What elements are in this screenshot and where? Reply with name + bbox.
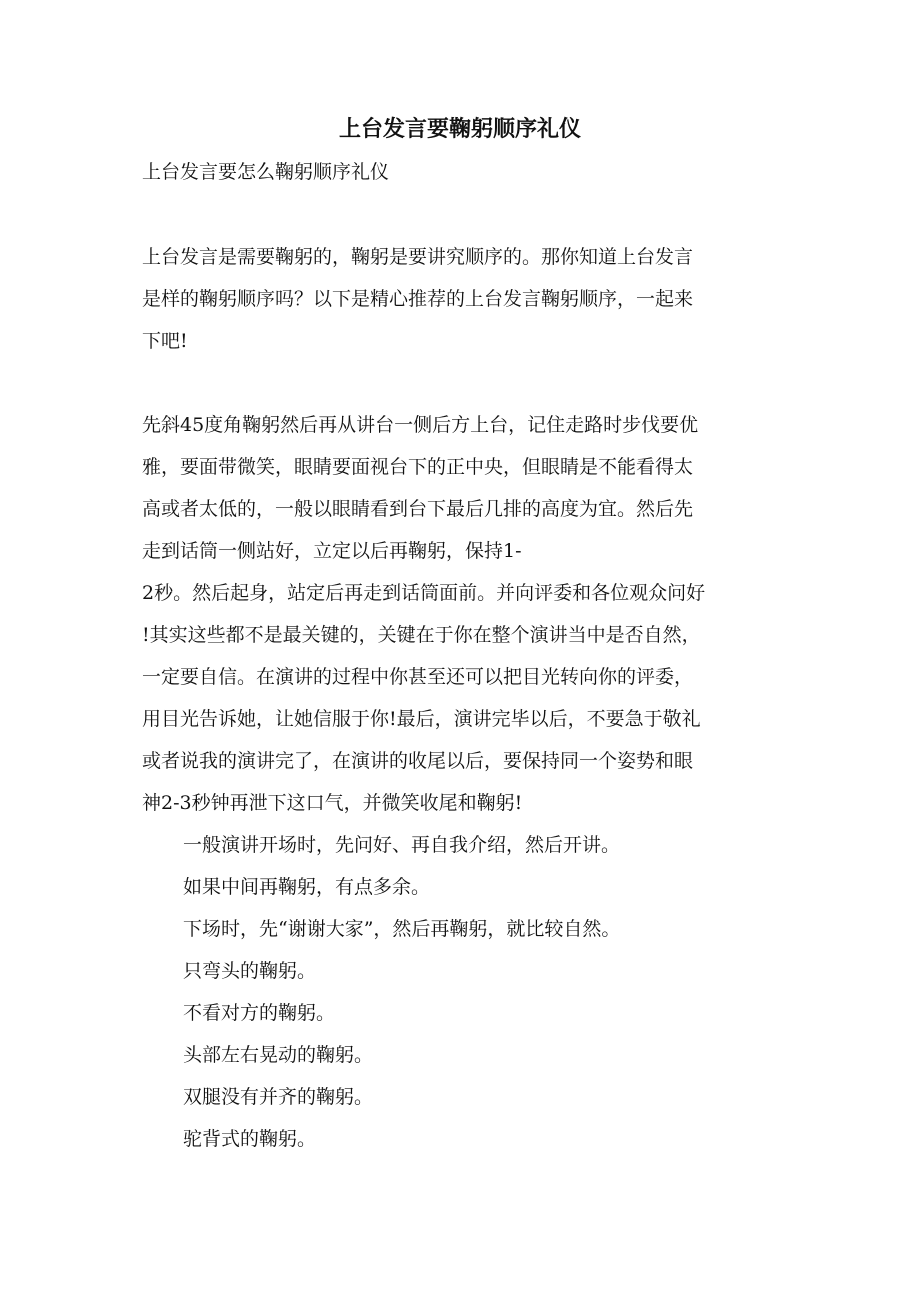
intro-line-2: 是样的鞠躬顺序吗？以下是精心推荐的上台发言鞠躬顺序，一起来: [142, 288, 694, 310]
tip-line-4: 只弯头的鞠躬。: [183, 960, 317, 982]
tip-line-2: 如果中间再鞠躬，有点多余。: [183, 876, 431, 898]
body-line-10: 神2-3秒钟再泄下这口气，并微笑收尾和鞠躬!: [142, 792, 523, 814]
tip-line-1: 一般演讲开场时，先问好、再自我介绍，然后开讲。: [183, 834, 621, 856]
body-line-2: 雅，要面带微笑，眼睛要面视台下的正中央，但眼睛是不能看得太: [142, 456, 694, 478]
document-title: 上台发言要鞠躬顺序礼仪: [338, 116, 581, 142]
body-line-1: 先斜45度角鞠躬然后再从讲台一侧后方上台，记住走路时步伐要优: [142, 414, 699, 436]
body-line-6: !其实这些都不是最关键的，关键在于你在整个演讲当中是否自然，: [142, 624, 701, 646]
body-line-3: 高或者太低的，一般以眼睛看到台下最后几排的高度为宜。然后先: [142, 498, 694, 520]
tip-line-5: 不看对方的鞠躬。: [183, 1002, 336, 1024]
body-line-5: 2秒。然后起身，站定后再走到话筒面前。并向评委和各位观众问好: [142, 582, 706, 604]
intro-line-3: 下吧!: [142, 330, 188, 352]
tip-line-7: 双腿没有并齐的鞠躬。: [183, 1086, 374, 1108]
body-line-7: 一定要自信。在演讲的过程中你甚至还可以把目光转向你的评委，: [142, 666, 694, 688]
body-line-8: 用目光告诉她，让她信服于你!最后，演讲完毕以后，不要急于敬礼: [142, 708, 701, 730]
tip-line-3: 下场时，先“谢谢大家”，然后再鞠躬，就比较自然。: [183, 918, 621, 940]
document-subtitle: 上台发言要怎么鞠躬顺序礼仪: [142, 161, 390, 183]
tip-line-6: 头部左右晃动的鞠躬。: [183, 1044, 374, 1066]
intro-line-1: 上台发言是需要鞠躬的，鞠躬是要讲究顺序的。那你知道上台发言: [142, 246, 694, 268]
body-line-4: 走到话筒一侧站好，立定以后再鞠躬，保持1-: [142, 540, 522, 562]
body-line-9: 或者说我的演讲完了，在演讲的收尾以后，要保持同一个姿势和眼: [142, 750, 694, 772]
tip-line-8: 驼背式的鞠躬。: [183, 1128, 317, 1150]
